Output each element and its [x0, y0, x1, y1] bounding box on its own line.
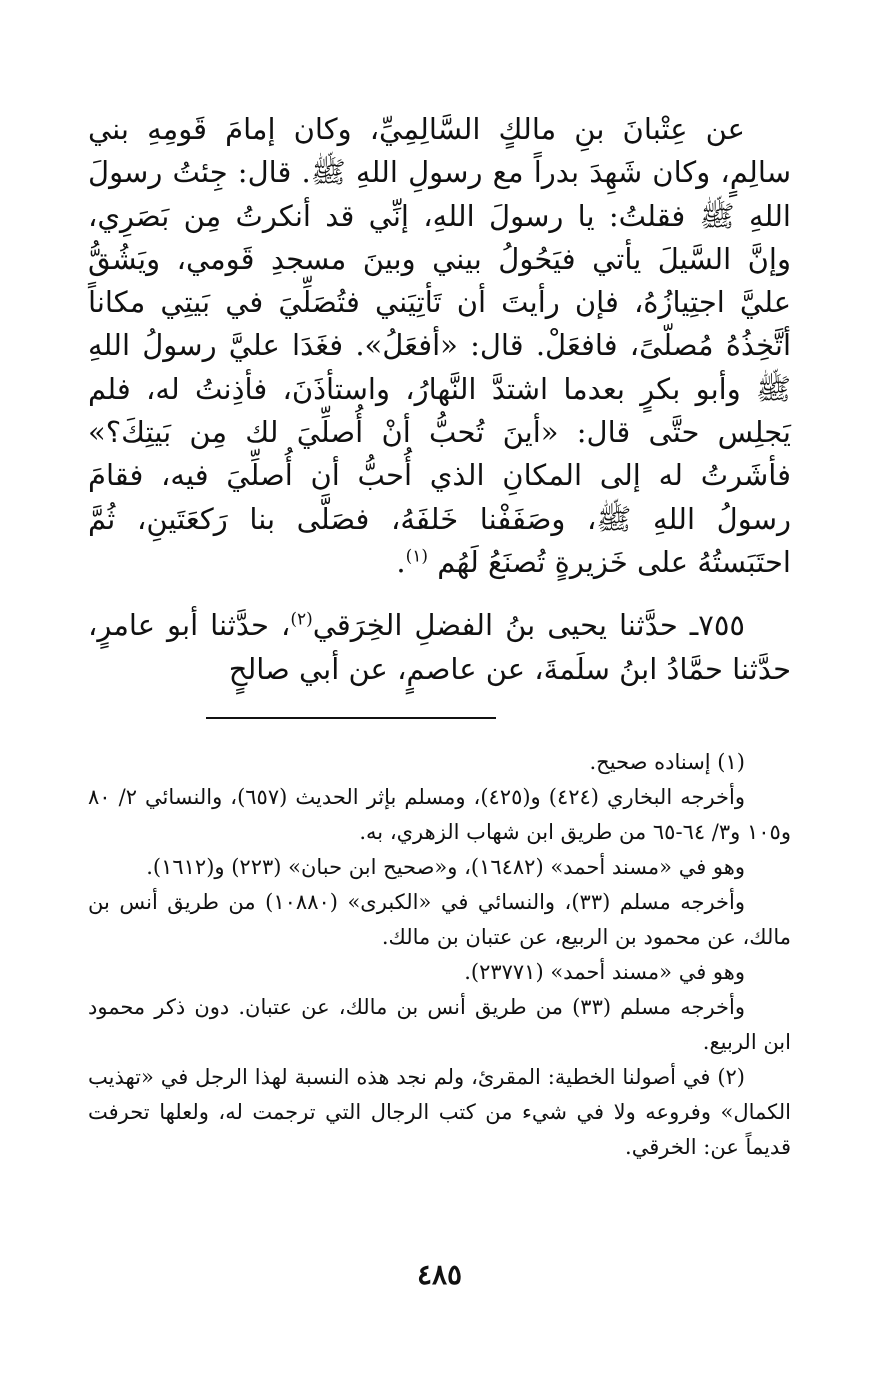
- main-text: [88, 108, 791, 691]
- footnote-ref-2: (٢): [290, 609, 313, 630]
- hadith-754-body: عن عِتْبانَ بنِ مالكٍ السَّالِمِيِّ، وكان إمامَ قَومِهِ بني سالِمٍ، وكان شَهِدَ بدراً مع رسولِ اللهِ ﷺ. قال: جِئتُ رسولَ اللهِ ﷺ فقلتُ: يا رسولَ اللهِ، إنِّي قد أنكرتُ مِن بَصَرِي، وإنَّ السَّيلَ يأتي فيَحُولُ بيني وبينَ مسجدِ قَومي، ويَشُقُّ عليَّ اجتِيازُهُ، فإن رأيتَ أن تَأتِيَني فتُصَلِّيَ في بَيتِي مكاناً أتَّخِذُهُ مُصلّىً، فافعَلْ. قال: «أفعَلُ». فغَدَا عليَّ رسولُ اللهِ ﷺ وأبو بكرٍ بعدما اشتدَّ النَّهارُ، واستأذَنَ، فأذِنتُ له، فلم يَجلِس حتَّى قال: «أينَ تُحبُّ أنْ أُصلِّيَ لك مِن بَيتِكَ؟» فأشَرتُ له إلى المكانِ الذي أُحبُّ أن أُصلِّيَ فيه، فقامَ رسولُ اللهِ ﷺ، وصَفَفْنا خَلفَهُ، فصَلَّى بنا رَكعَتَينِ، ثُمَّ احتَبَستُهُ على خَزيرةٍ تُصنَعُ لَهُم: [88, 112, 791, 579]
- hadith-755-text: [88, 604, 791, 691]
- footnote-1-para-3: وهو في «مسند أحمد» (١٦٤٨٢)، و«صحيح ابن حبان» (٢٢٣) و(١٦١٢).: [146, 854, 745, 879]
- hadith-755-rest: ، حدَّثنا أبو عامرٍ، حدَّثنا حمَّادُ ابنُ سلَمةَ، عن عاصمٍ، عن أبي صالحٍ: [88, 608, 791, 686]
- footnote-ref-1: (١): [405, 546, 429, 567]
- hadith-755-start: ٧٥٥ـ حدَّثنا يحيى بنُ الفضلِ الخِرَقي: [312, 608, 745, 643]
- footnote-1-para-5: وهو في «مسند أحمد» (٢٣٧٧١).: [464, 959, 745, 984]
- footnote-separator-wrap: [88, 691, 791, 723]
- footnote-2: (٢) في أصولنا الخطية: المقرئ، ولم نجد هذه النسبة لهذا الرجل في «تهذيب الكمال» وفروعه ولا في شيء من كتب الرجال التي ترجمت له، ولعلها تحرفت قديماً عن: الخرقي.: [88, 1064, 791, 1159]
- footnote-1-para-2: وأخرجه البخاري (٤٢٤) و(٤٢٥)، ومسلم بإثر الحديث (٦٥٧)، والنسائي ٢/ ٨٠ و١٠٥ و٣/ ٦٤-٦٥ من طريق ابن شهاب الزهري، به.: [88, 784, 791, 844]
- footnotes: [88, 745, 791, 1165]
- footnote-1-para-6: وأخرجه مسلم (٣٣) من طريق أنس بن مالك، عن عتبان. دون ذكر محمود ابن الربيع.: [88, 994, 791, 1054]
- hadith-754-end: .: [396, 544, 406, 579]
- footnote-1-para-4: وأخرجه مسلم (٣٣)، والنسائي في «الكبرى» (١٠٨٨٠) من طريق أنس بن مالك، عن محمود بن الربيع، عن عتبان بن مالك.: [88, 889, 791, 949]
- footnote-separator: [206, 717, 496, 719]
- footnote-1: (١) إسناده صحيح.: [589, 749, 745, 774]
- hadith-754-text: [88, 108, 791, 584]
- page-number: ٤٨٥: [416, 1258, 463, 1291]
